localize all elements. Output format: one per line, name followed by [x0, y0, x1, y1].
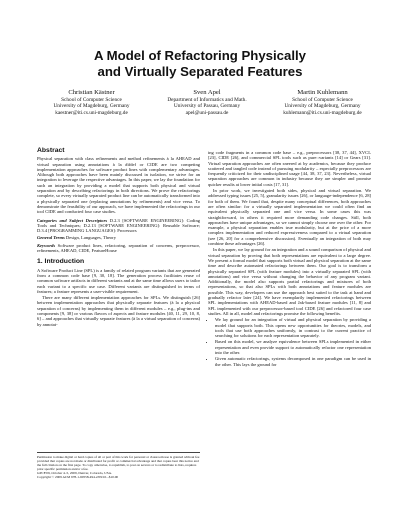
author-2 [150, 89, 265, 116]
copyright-line: Copyright © 2009 ACM 978-1-60558-494-2/09/10...$10.00 [37, 475, 119, 479]
title-line-2: and Virtually Separated Features [97, 64, 303, 79]
permission-text: Permission to make digital or hard copies of all or part of this work for personal or classroom use is granted without fee provided that copies are not made or distributed for profit or commercial advantage and that copies bear this notice and the full citation on the first page. To copy otherwise, to republish, to post on servers or to redistribute to lists, requires prior specific permission and/or a fee. [37, 455, 200, 471]
copyright-footnote [37, 452, 200, 479]
right-column [208, 150, 371, 368]
categories-label: Categories and Subject Descriptors [37, 217, 108, 223]
author-name: Sven Apel [193, 89, 221, 96]
author-university: University of Magdeburg, Germany [53, 103, 130, 110]
author-3 [265, 89, 380, 116]
right-paragraph-1: ing code fragments in a common code base – e.g., preprocessors [38, 37, 44], XVCL [23], CIDE [26], and commercial SPL tools such as pure::variants [14] or Gears [31]. Virtual separation approaches are often sneered at by academics, because they produce scattered and tangled code instead of pursuing modularity – especially preprocessors are frequently criticized for their undisciplined usage [44, 38, 37, 23]. Nevertheless, virtual separation approaches are common in industry because they are simpler and promise quicker results at lower initial costs [17, 31]. [208, 150, 371, 187]
author-email[interactable]: apel@uni-passau.de [185, 109, 229, 116]
general-terms [37, 235, 200, 240]
author-university: University of Magdeburg, Germany [284, 103, 361, 110]
general-terms-label: General Terms [37, 235, 65, 241]
author-affiliation: Department of Informatics and Math. [167, 97, 247, 103]
general-terms-text: Design, Languages, Theory [65, 235, 117, 241]
keywords-label: Keywords [37, 242, 56, 248]
categories-text: D.2.3 [SOFTWARE ENGINEERING]: Coding Tools and Techniques; D.2.13 [SOFTWARE ENGINEERING]: Reusable Software; D.3.4 [PROGRAMMING LANGUAGES]: Processors [37, 217, 200, 234]
author-affiliation: School of Computer Science [292, 97, 353, 103]
author-email[interactable]: kuhlemann@iti.cs.uni-magdeburg.de [283, 109, 362, 116]
right-paragraph-3: In this paper, we lay ground for an integration and a sound comparison of physical and virtual separation by proving that both representations are equivalent to a large degree. We present a formal model that supports both virtual and physical separation at the same time and describe automated refactorings between them. Our goal is to transform a physically separated SPL (with feature modules) into a virtually separated SPL (with annotations) and vice versa without changing the behavior of any program variant. Additionally, the model also supports partial refactorings and mixtures of both representations, so that also SPLs with both annotations and feature modules are possible. This way, developers can use the approach best suited to the task at hand and gradually refactor later [24]. We have exemplarily implemented refactorings between SPL implementations with AHEAD-based and Jak-based feature modules [11, 8] and SPL implemented with our preprocessor-based tool CIDE [26] and refactored four case studies. All in all, model and refactorings promise the following benefits. [208, 247, 371, 316]
keywords [37, 243, 200, 254]
keywords-text: Software product lines, refactoring, separation of concerns, preprocessor, refinements, AHEAD, CIDE, FeatureHouse [37, 242, 200, 254]
author-university: University of Passau, Germany [173, 103, 241, 110]
list-item: • Given automatic refactorings, systems decomposed in one paradigm can be used in the other. This lays the ground for [215, 356, 371, 367]
author-email[interactable]: kaestner@iti.cs.uni-magdeburg.de [55, 109, 128, 116]
left-column [37, 148, 200, 328]
introduction-heading: 1. Introduction [37, 258, 85, 266]
author-name: Martin Kuhlemann [297, 89, 348, 96]
categories [37, 218, 200, 234]
title-line-1: A Model of Refactoring Physically [93, 48, 307, 63]
intro-paragraph-2: There are many different implementation approaches for SPLs. We distinguish [26] between implementation approaches that physically separate features (à la a physical separation of concerns) by implementing them in different modules – e.g., plug-ins and components [9, 38] or various flavors of aspects and feature modules [40, 11, 29, 10, 8, 6] – and approaches that virtually separate features (à la a virtual separation of concerns) by annotat- [37, 295, 200, 327]
abstract-heading: Abstract [37, 147, 65, 154]
intro-paragraph-1: A Software Product Line (SPL) is a family of related program variants that are generated from a common code base [9, 30, 18]. The generation process facilitates reuse of common software artifacts in different variants and at the same time allows users to tailor each variant to a specific use case. Different variants are distinguished in terms of features; a feature represents a user-visible requirement. [37, 267, 200, 294]
list-item: • Based on this model, we analyze equivalence between SPLs implemented in either representation and even provide support to automatically refactor one representation into the other. [215, 339, 371, 355]
paper-title [0, 48, 400, 80]
list-item: • We lay ground for an integration of virtual and physical separation by providing a model that supports both. This opens new opportunities for theories, models, and tools that use both approaches uniformly, in contrast to the current practice of searching for solutions for each representation separately. [215, 317, 371, 338]
right-paragraph-2: In prior work, we investigated both sides, physical and virtual separation. We addressed typing issues [25, 5], granularity issues [26], or language-independence [6, 28] for both of them. We found that, despite many conceptual differences, both approaches are often similar: for a virtually separated implementation we could often find an equivalent physically separated one and vice versa. In some cases this was straightforward, in others it required more demanding code changes. Still, both approaches have unique advantages, so we cannot simply choose one over the other. For example, a physical separation enables true modularity, but at the price of a more complex implementation and reduced expressiveness compared to a virtual separation (see [26, 20] for a comprehensive discussion). Eventually an integration of both may combine these advantages [26]. [208, 188, 371, 247]
author-affiliation: School of Computer Science [61, 97, 122, 103]
author-name: Christian Kästner [68, 89, 115, 96]
abstract-text: Physical separation with class refinements and method refinements à la AHEAD and virtual separation using annotations à la #ifdef or CIDE are two competing implementation approaches for software product lines with complementary advantages. Although both approaches have been mainly discussed in isolation, we strive for an integration to leverage the respective advantages. In this paper, we lay the foundation for such an integration by providing a model that supports both physical and virtual separation and by describing refactorings in both directions. We prove the refactorings complete, so every virtually separated product line can be automatically transformed into a physically separated one (replacing annotations by refinements) and vice versa. To demonstrate the feasibility of our approach, we have implemented the refactorings in our tool CIDE and conducted four case studies. [37, 156, 200, 215]
benefits-list [208, 317, 371, 367]
author-1 [34, 89, 149, 116]
author-block [34, 89, 380, 116]
conference-line: GPCE'09, October 4–5, 2009, Denver, Colorado, USA. [37, 471, 112, 475]
